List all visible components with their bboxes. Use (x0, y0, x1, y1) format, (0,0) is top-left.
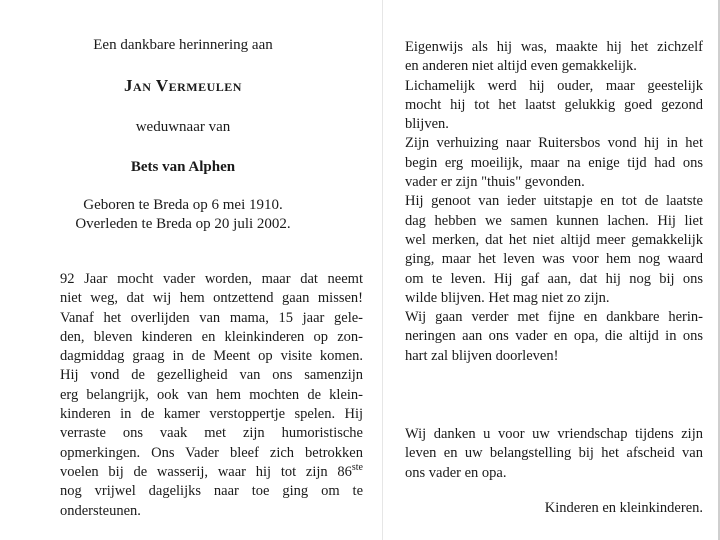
text-line: om te leven. Hij gaf aan, dat hij nog bij ons (405, 270, 703, 287)
intro-text: Een dankbare herinnering aan (93, 37, 273, 53)
text-line: begin erg moeilijk, maar na enige tijd had ons (405, 154, 703, 171)
text-line: Zijn verhuizing naar Ruitersbos vond hij in het (405, 135, 703, 152)
death-line: Overleden te Breda op 20 juli 2002. (75, 216, 291, 232)
signature: Kinderen en kleinkinderen. (544, 500, 703, 516)
birth-line: Geboren te Breda op 6 mei 1910. (83, 197, 283, 213)
text-line: blijven. (405, 116, 449, 133)
text-line: neringen aan ons vader en opa, die altijd in ons (405, 328, 703, 345)
text-line: den, bleven kinderen en kleinkinderen op zon- (60, 328, 363, 345)
text-line: ondersteunen. (60, 502, 141, 519)
life-dates (0, 196, 366, 234)
card-fold-line (382, 0, 383, 540)
text-line-part: voelen bij de wasserij, waar hij tot zijn 86 (60, 463, 352, 480)
text-line: verraste ons vaak met zijn humoristische (60, 425, 363, 442)
text-line: mocht hij tot het laatst gelukkig goed gezond (405, 96, 703, 113)
text-line: nog vrijwel dagelijks naar toe ging om te (60, 483, 363, 500)
text-line: ging, maar het leven was voor hem nog waard (405, 251, 703, 268)
widower-text: weduwnaar van (135, 119, 231, 135)
text-line: Eigenwijs als hij was, maakte hij het zichzelf (405, 39, 703, 55)
text-line: kinderen in de kamer verstoppertje spelen. Hij (60, 406, 363, 423)
text-line: dagmiddag graag in de Meent op visite komen. (60, 348, 363, 365)
text-line: Lichamelijk werd hij ouder, maar geestelijk (405, 77, 703, 94)
text-line: wel merken, dat het niet altijd meer gemakkelijk (405, 231, 703, 248)
thanks-paragraph (405, 425, 703, 483)
right-paragraph (405, 38, 703, 366)
text-line: Wij gaan verder met fijne en dankbare herin- (405, 309, 703, 326)
text-line: niet weg, dat wij hem ontzettend gaan missen! (60, 290, 363, 307)
text-line (60, 463, 363, 482)
text-line: dag hebben we samen kunnen lachen. Hij liet (405, 212, 703, 229)
text-line: 92 Jaar mocht vader worden, maar dat neemt (60, 271, 363, 287)
spouse-name: Bets van Alphen (130, 159, 236, 175)
deceased-name: Jan Vermeulen (124, 76, 242, 95)
text-line: en anderen niet altijd even gemakkelijk. (405, 58, 637, 75)
text-line: hart zal blijven doorleven! (405, 347, 559, 364)
left-paragraph (60, 270, 363, 521)
text-line: wilde blijven. Het mag niet zo zijn. (405, 289, 610, 306)
text-line: Hij genoot van ieder uitstapje en tot de laatste (405, 193, 703, 210)
text-line: vader er zijn "thuis" gevonden. (405, 174, 585, 191)
text-line: Wij danken u voor uw vriendschap tijdens zijn (405, 426, 703, 442)
text-line: opmerkingen. Ons Vader bleef zich betrokken (60, 444, 363, 461)
text-line: leven en uw belangstelling bij het afscheid van (405, 445, 703, 462)
text-line: Hij vond de gezelligheid van ons samenzijn (60, 367, 363, 384)
text-line: Vanaf het overlijden van mama, 15 jaar gele- (60, 309, 363, 326)
text-line: erg belangrijk, ook van hem mochten de klein- (60, 386, 363, 403)
ordinal-suffix: ste (351, 461, 363, 473)
text-line: ons vader en opa. (405, 464, 507, 481)
